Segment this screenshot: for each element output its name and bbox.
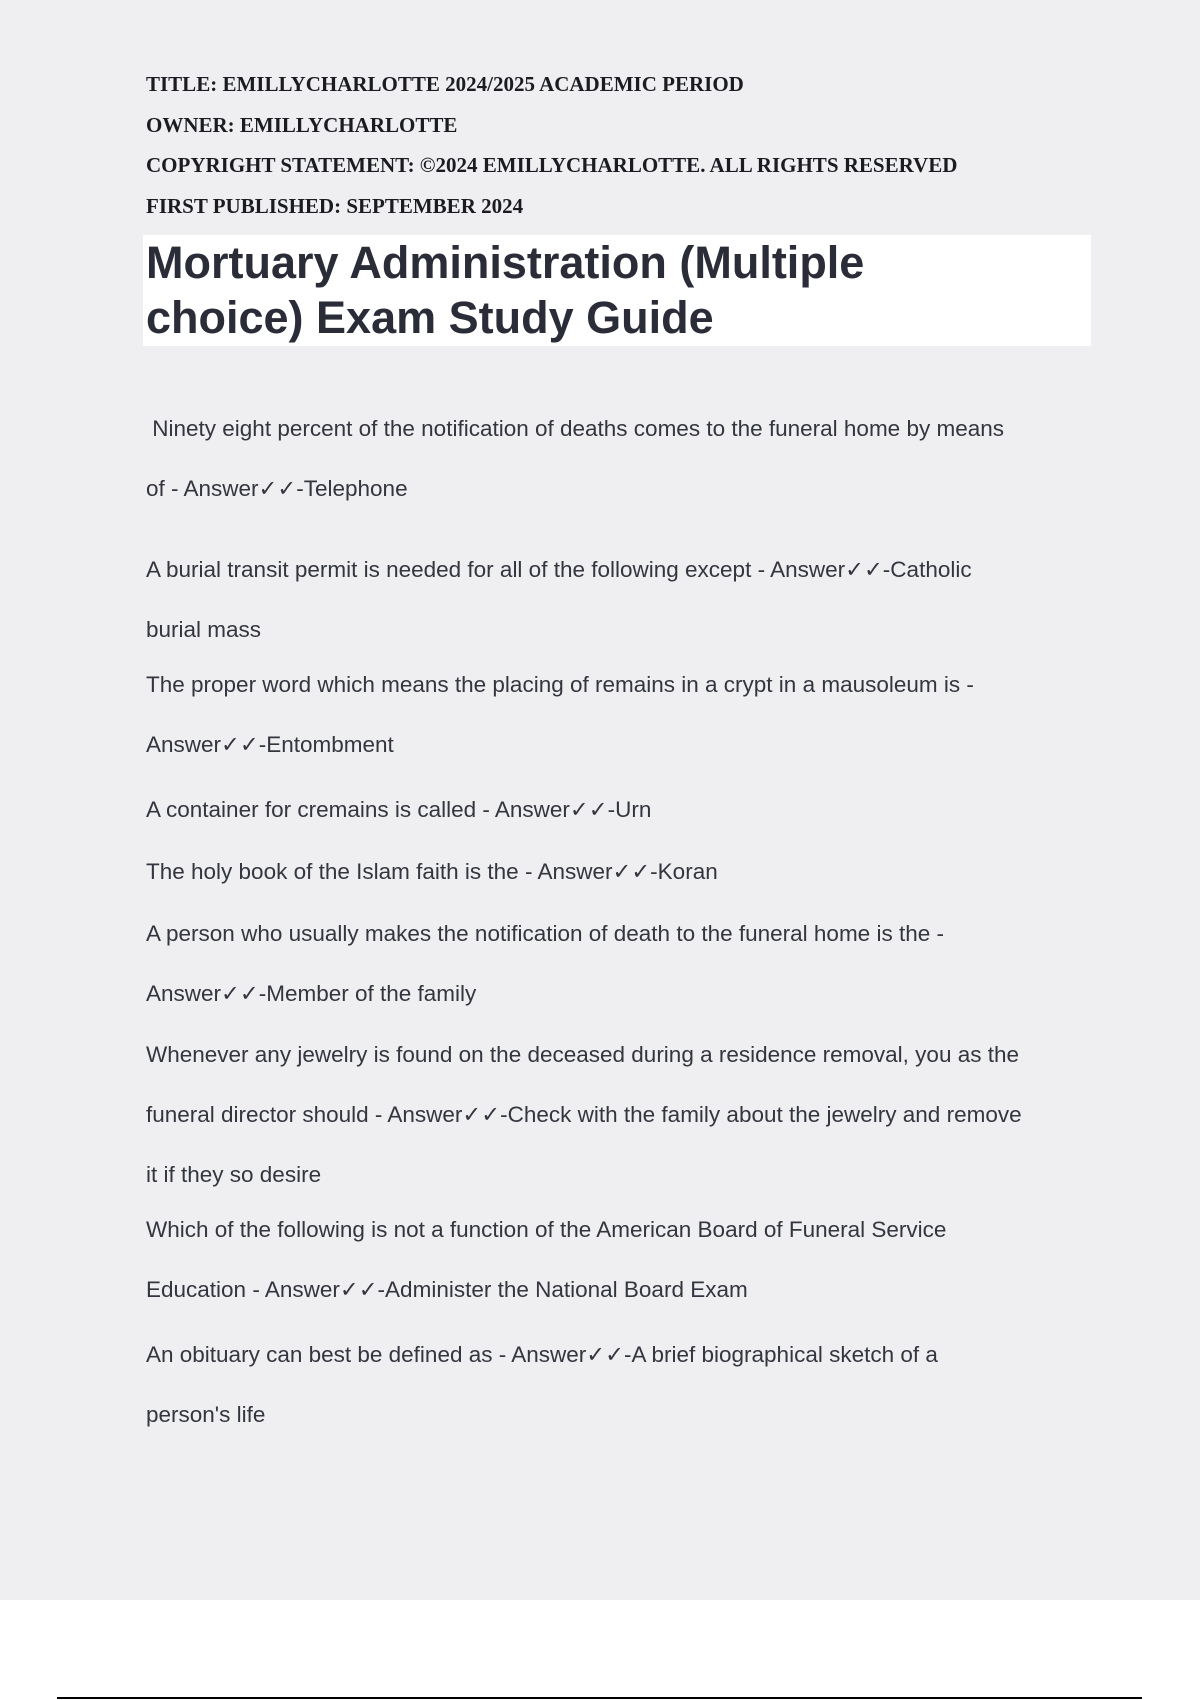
- question-5-line-1: The holy book of the Islam faith is the - Answer✓✓-Koran: [146, 859, 718, 884]
- title-box: [143, 235, 1091, 346]
- question-9-line-2: person's life: [146, 1402, 266, 1427]
- question-3: [146, 655, 974, 775]
- page-title: [146, 235, 864, 345]
- page-title-line-1: Mortuary Administration (Multiple: [146, 237, 865, 288]
- question-8-line-2: Education - Answer✓✓-Administer the National Board Exam: [146, 1277, 748, 1302]
- meta-published-line: FIRST PUBLISHED: SEPTEMBER 2024: [146, 193, 524, 218]
- question-8: [146, 1200, 946, 1320]
- question-2-line-1: A burial transit permit is needed for all of the following except - Answer✓✓-Catholic: [146, 557, 972, 582]
- meta-copyright-line: COPYRIGHT STATEMENT: ©2024 EMILLYCHARLOTTE. ALL RIGHTS RESERVED: [146, 153, 958, 177]
- footer-rule: [57, 1697, 1142, 1699]
- question-7-line-1: Whenever any jewelry is found on the deceased during a residence removal, you as the: [146, 1042, 1020, 1067]
- question-7-line-2: funeral director should - Answer✓✓-Check with the family about the jewelry and remove: [146, 1102, 1022, 1127]
- page-title-line-2: choice) Exam Study Guide: [146, 292, 714, 343]
- question-2-line-2: burial mass: [146, 617, 262, 642]
- question-1-line-1: Ninety eight percent of the notification of deaths comes to the funeral home by means: [146, 416, 1004, 441]
- meta-title-line: TITLE: EMILLYCHARLOTTE 2024/2025 ACADEMIC PERIOD: [146, 72, 744, 96]
- question-4: [146, 780, 651, 840]
- question-1: [146, 399, 1004, 519]
- question-8-line-1: Which of the following is not a function of the American Board of Funeral Service: [146, 1217, 947, 1242]
- question-6-line-1: A person who usually makes the notification of death to the funeral home is the -: [146, 921, 944, 946]
- question-3-line-2: Answer✓✓-Entombment: [146, 732, 394, 757]
- question-9-line-1: An obituary can best be defined as - Answer✓✓-A brief biographical sketch of a: [146, 1342, 938, 1367]
- meta-owner-line: OWNER: EMILLYCHARLOTTE: [146, 112, 458, 137]
- document-metadata: [146, 70, 957, 232]
- question-2: [146, 540, 972, 660]
- question-9: [146, 1325, 938, 1445]
- question-6: [146, 904, 944, 1024]
- question-4-line-1: A container for cremains is called - Answer✓✓-Urn: [146, 797, 652, 822]
- question-5: [146, 842, 718, 902]
- question-3-line-1: The proper word which means the placing of remains in a crypt in a mausoleum is -: [146, 672, 974, 697]
- question-6-line-2: Answer✓✓-Member of the family: [146, 981, 477, 1006]
- question-7: [146, 1025, 1022, 1205]
- question-1-line-2: of - Answer✓✓-Telephone: [146, 476, 408, 501]
- question-7-line-3: it if they so desire: [146, 1162, 322, 1187]
